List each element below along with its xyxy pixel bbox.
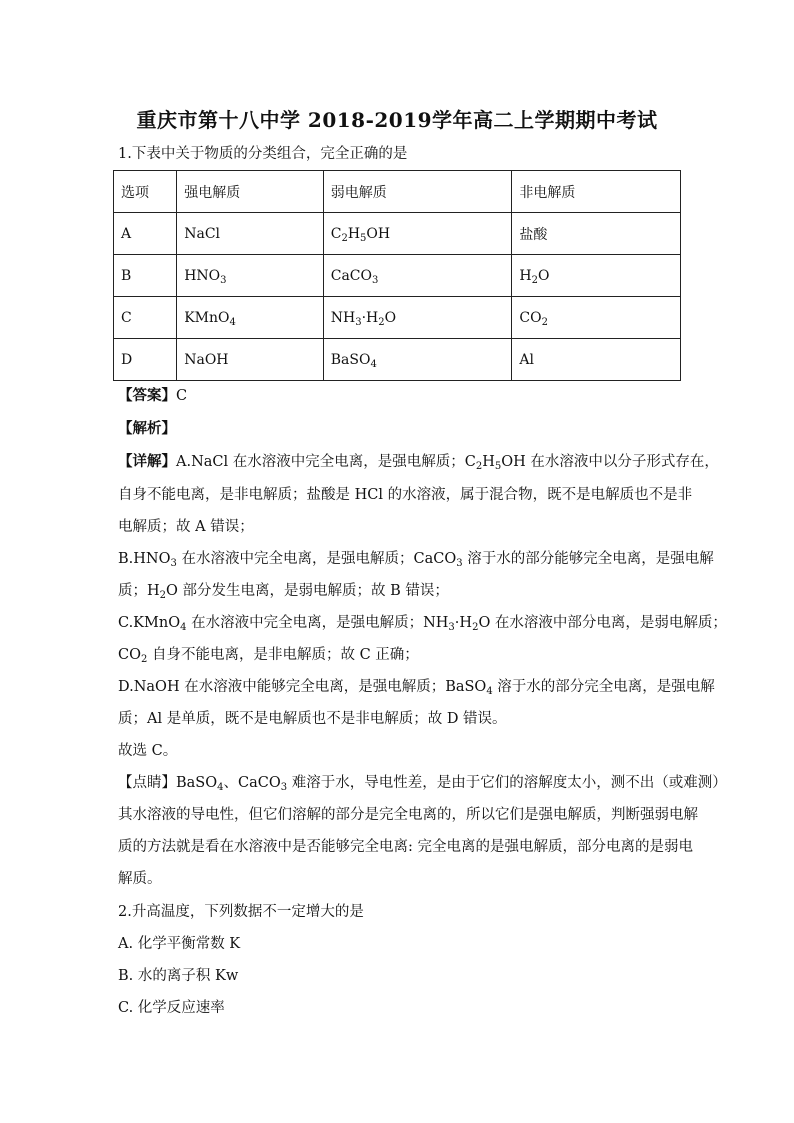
table-cell: B (114, 255, 177, 297)
table-cell: $C_2H_5OH$ (323, 213, 512, 255)
table-cell: $NH_3\cdot H_2O$ (323, 297, 512, 339)
option-a: A. 化学平衡常数 K (118, 936, 241, 952)
detail-label: 【详解】 (118, 453, 176, 470)
table-cell: CaCO$_3$ (323, 255, 512, 297)
detail-text: A.NaCl 在水溶液中完全电离，是强电解质；$C_2H_5OH$ 在水溶液中以分子形式存在， (176, 454, 719, 472)
table-cell: $CO_2$ (512, 297, 681, 339)
answer-label: 【答案】 (118, 387, 176, 404)
detail-line (118, 452, 719, 472)
detail-line: 自身不能电离，是非电解质；盐酸是 HCl 的水溶液，属于混合物，既不是电解质也不是非 (118, 487, 693, 503)
table-cell: D (114, 339, 177, 381)
classification-table (113, 170, 681, 381)
conclusion-line: 故选 C。 (118, 743, 178, 759)
analysis-label: 【解析】 (118, 420, 176, 437)
point-line: 其水溶液的导电性，但它们溶解的部分是完全电离的，所以它们是强电解质，判断强弱电解 (118, 807, 698, 823)
point-line: 解质。 (118, 871, 162, 887)
table-cell: BaSO$_4$ (323, 339, 512, 381)
detail-line: $B.HNO_3$ 在水溶液中完全电离，是强电解质；CaCO$_3$ 溶于水的部分能够完全电离，是强电解 (118, 551, 714, 569)
table-header-cell: 非电解质 (512, 171, 681, 213)
question-2-stem: 2.升高温度，下列数据不一定增大的是 (118, 904, 364, 920)
table-cell: A (114, 213, 177, 255)
detail-line: $CO_2$ 自身不能电离，是非电解质；故 C 正确； (118, 647, 419, 665)
question-1-stem: 1.下表中关于物质的分类组合，完全正确的是 (118, 146, 408, 162)
answer-line (118, 386, 187, 406)
detail-line: 质；Al 是单质，既不是电解质也不是非电解质；故 D 错误。 (118, 711, 507, 727)
detail-line: 电解质；故 A 错误； (118, 519, 254, 535)
table-header-row (114, 171, 681, 213)
table-cell: $H_2O$ (512, 255, 681, 297)
table-row (114, 339, 681, 381)
table-cell: KMnO$_4$ (177, 297, 324, 339)
table-header-cell: 强电解质 (177, 171, 324, 213)
point-line: 质的方法就是看在水溶液中是否能够完全电离: 完全电离的是强电解质，部分电离的是弱电 (118, 839, 693, 855)
table-cell: 盐酸 (512, 213, 681, 255)
option-c: C. 化学反应速率 (118, 1000, 225, 1016)
table-header-cell: 弱电解质 (323, 171, 512, 213)
table-row (114, 297, 681, 339)
page-title: 重庆市第十八中学 2018-2019学年高二上学期期中考试 (136, 108, 658, 132)
detail-line: D.NaOH 在水溶液中能够完全电离，是强电解质；BaSO$_4$ 溶于水的部分完全电离，是强电解 (118, 679, 715, 697)
point-line: 【点睛】BaSO$_4$、CaCO$_3$ 难溶于水，导电性差，是由于它们的溶解度太小，测不出（或难测） (118, 775, 727, 793)
table-cell: C (114, 297, 177, 339)
table-row (114, 213, 681, 255)
answer-value: C (176, 388, 188, 404)
option-b: B. 水的离子积 Kw (118, 968, 239, 984)
table-cell: Al (512, 339, 681, 381)
detail-line: C.KMnO$_4$ 在水溶液中完全电离，是强电解质；$NH_3\cdot H_2O$ 在水溶液中部分电离，是弱电解质； (118, 615, 727, 633)
table-cell: NaCl (177, 213, 324, 255)
detail-line: 质；$H_2O$ 部分发生电离，是弱电解质；故 B 错误； (118, 583, 449, 601)
table-cell: $HNO_3$ (177, 255, 324, 297)
table-header-cell: 选项 (114, 171, 177, 213)
table-cell: NaOH (177, 339, 324, 381)
table-row (114, 255, 681, 297)
